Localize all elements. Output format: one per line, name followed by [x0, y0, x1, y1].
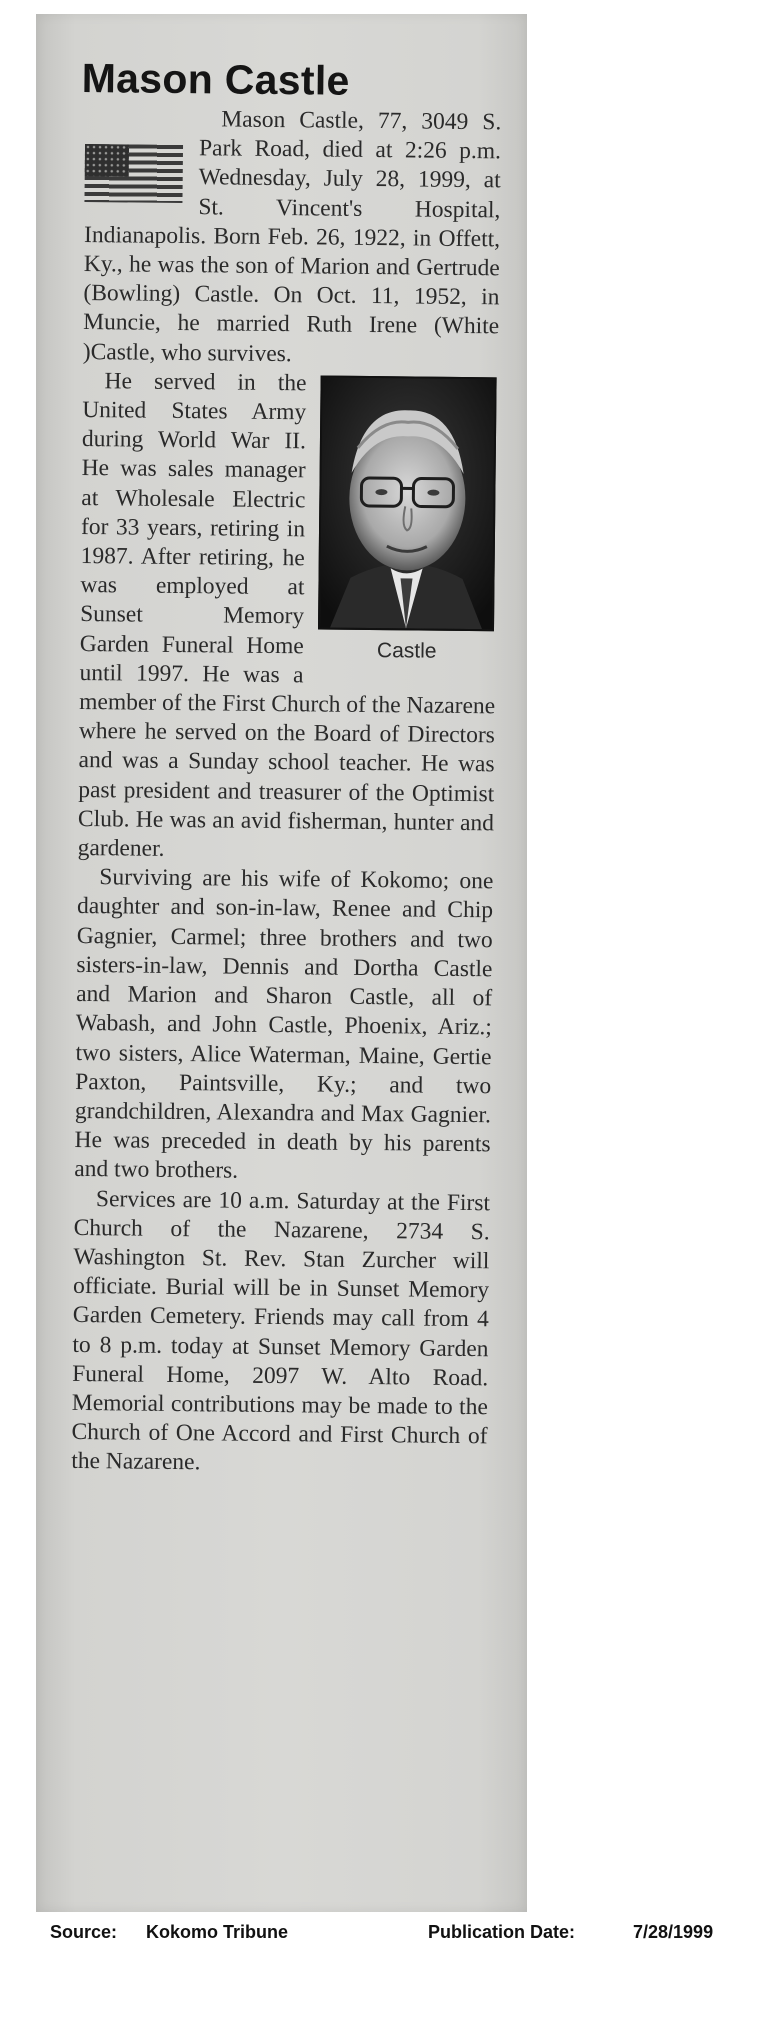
obituary-column: [71, 54, 502, 1481]
citation-footer: [0, 1922, 775, 1952]
obituary-headline: Mason Castle: [81, 54, 350, 104]
american-flag-icon: [84, 144, 183, 203]
publication-date-label: Publication Date:: [428, 1922, 576, 1942]
portrait-photo: [318, 375, 497, 631]
obituary-paragraph-2: He served in the United States Army during World War II. He was sales manager at Wholesale Electric for 33 years, retiring in 1987. After retiring, he was employed at Sunset Memory Garden Funeral Home until 1997. He was a member of the First Church of the Nazarene where he served on the Board of Directors and was a Sunday school teacher. He was past president and treasurer of the Optimist Club. He was an avid fisherman, hunter and gardener.: [77, 368, 496, 862]
photo-caption: Castle: [376, 638, 437, 663]
obituary-paragraph-4: Services are 10 a.m. Saturday at the First Church of the Nazarene, 2734 S. Washington St. Rev. Stan Zurcher will officiate. Burial will be in Sunset Memory Garden Cemetery. Friends may call from 4 to 8 p.m. today at Sunset Memory Garden Funeral Home, 2097 W. Alto Road. Memorial contributions may be made to the Church of One Accord and First Church of the Nazarene.: [71, 1185, 491, 1476]
source-value: Kokomo Tribune: [146, 1922, 289, 1942]
obituary-paragraph-3: Surviving are his wife of Kokomo; one daughter and son-in-law, Renee and Chip Gagnier, Carmel; three brothers and two sisters-in-law, Dennis and Dortha Castle and Marion and Sharon Castle, all of Wabash, and John Castle, Phoenix, Ariz.; two sisters, Alice Waterman, Maine, Gertie Paxton, Paintsville, Ky.; and two grandchildren, Alexandra and Max Gagnier. He was preceded in death by his parents and two brothers.: [74, 864, 494, 1184]
publication-date-value: 7/28/1999: [633, 1922, 714, 1942]
obituary-paragraph-1: Mason Castle, 77, 3049 S. Park Road, died at 2:26 p.m. Wednesday, July 28, 1999, at St. Vincent's Hospital, Indianapolis. Born Feb. 26, 1922, in Offett, Ky., he was the son of Marion and Gertrude (Bowling) Castle. On Oct. 11, 1952, in Muncie, he married Ruth Irene (White )Castle, who survives.: [82, 106, 502, 367]
portrait-figure: [318, 375, 499, 666]
source-label: Source:: [50, 1922, 118, 1942]
newspaper-clipping: [36, 14, 527, 1912]
